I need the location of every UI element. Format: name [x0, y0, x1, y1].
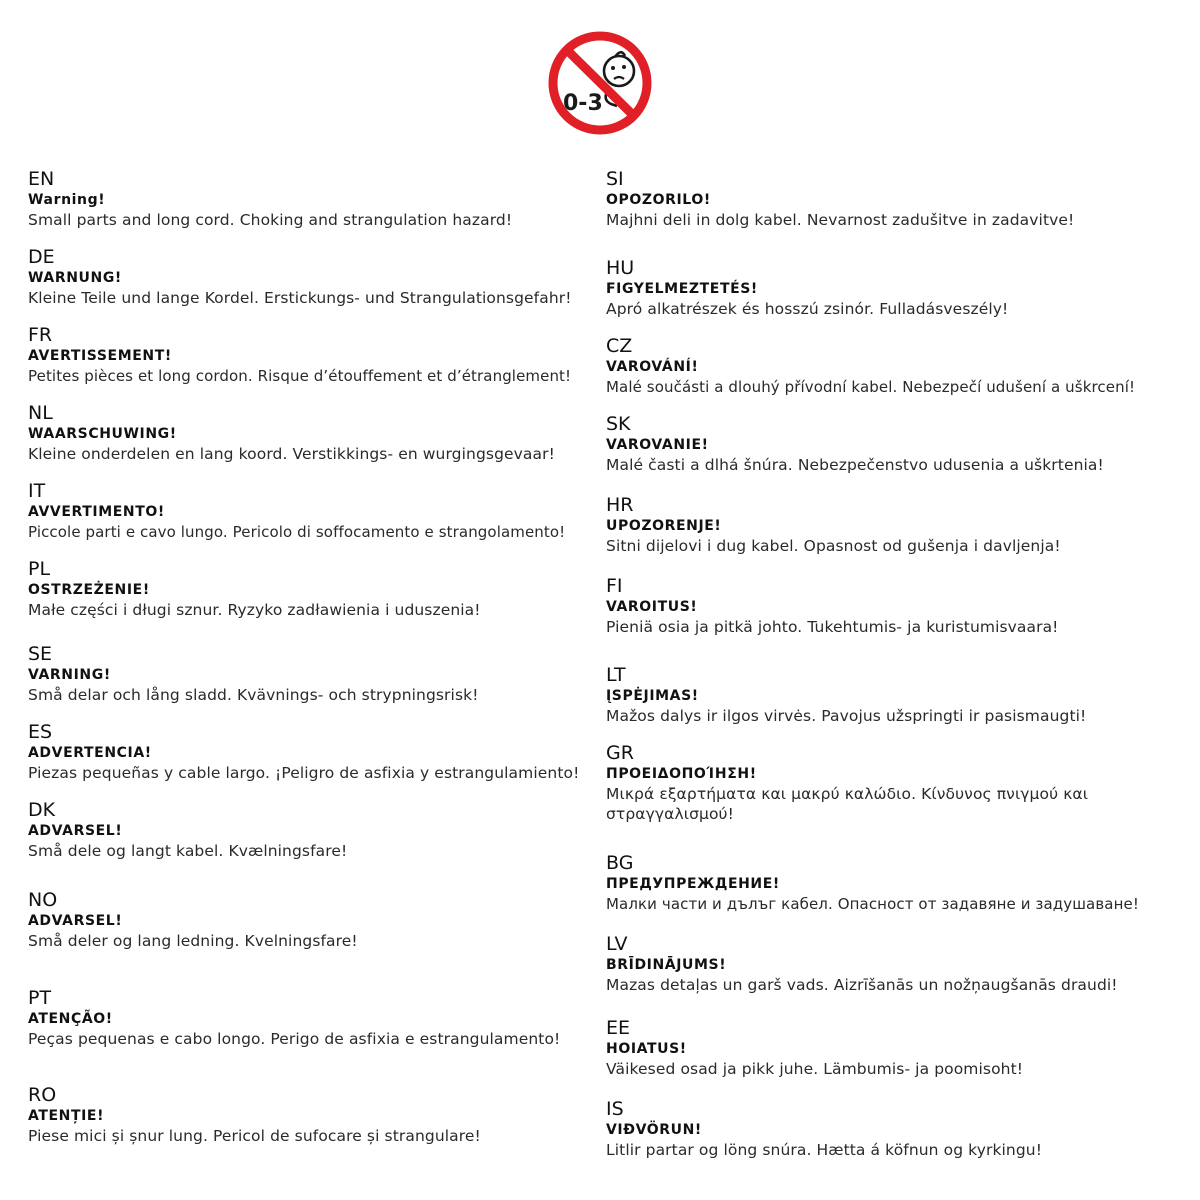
warning-text: Peças pequenas e cabo longo. Perigo de asfixia e estrangulamento! — [28, 1030, 561, 1048]
language-code: FI — [606, 575, 623, 597]
language-code: DE — [28, 246, 55, 268]
warning-heading: WAARSCHUWING! — [28, 426, 177, 442]
language-code: IS — [606, 1098, 624, 1120]
language-code: CZ — [606, 335, 633, 357]
warning-heading: ADVARSEL! — [28, 913, 123, 929]
warning-heading: FIGYELMEZTETÉS! — [606, 281, 758, 297]
warning-heading: VAROVANIE! — [606, 437, 709, 453]
warning-heading: WARNUNG! — [28, 270, 122, 286]
warning-heading: BRĪDINĀJUMS! — [606, 957, 727, 973]
warning-text: Piezas pequeñas y cable largo. ¡Peligro de asfixia y estrangulamiento! — [28, 764, 580, 782]
language-code: RO — [28, 1084, 57, 1106]
language-code: SK — [606, 413, 631, 435]
language-code: EE — [606, 1017, 631, 1039]
warning-text: Piese mici și șnur lung. Pericol de sufocare și strangulare! — [28, 1127, 481, 1145]
language-code: GR — [606, 742, 634, 764]
warning-block-bg — [606, 852, 1196, 914]
warning-text: Pieniä osia ja pitkä johto. Tukehtumis- ja kuristumisvaara! — [606, 618, 1059, 636]
no-baby-under-3-icon — [545, 30, 655, 136]
warning-text: Små deler og lang ledning. Kvelningsfare! — [28, 932, 358, 950]
language-code: ES — [28, 721, 53, 743]
warning-block-no — [28, 889, 618, 951]
warning-text: Petites pièces et long cordon. Risque d’étouffement et d’étranglement! — [28, 367, 572, 385]
warning-heading: ADVARSEL! — [28, 823, 123, 839]
warning-heading: VIÐVÖRUN! — [606, 1122, 702, 1138]
warning-text: Small parts and long cord. Choking and strangulation hazard! — [28, 211, 513, 229]
warning-heading: ATENȚIE! — [28, 1108, 105, 1124]
warning-text: Apró alkatrészek és hosszú zsinór. Fulladásveszély! — [606, 300, 1009, 318]
language-code: LV — [606, 933, 628, 955]
warning-text: Kleine Teile und lange Kordel. Erstickungs- und Strangulationsgefahr! — [28, 289, 572, 307]
warning-heading: Warning! — [28, 192, 106, 208]
warning-text: Piccole parti e cavo lungo. Pericolo di soffocamento e strangolamento! — [28, 523, 566, 541]
warning-text: Väikesed osad ja pikk juhe. Lämbumis- ja poomisoht! — [606, 1060, 1024, 1078]
warning-block-hr — [606, 494, 1196, 556]
warning-block-cz — [606, 335, 1196, 397]
language-code: HU — [606, 257, 635, 279]
language-code: PL — [28, 558, 51, 580]
warning-heading: OSTRZEŻENIE! — [28, 582, 150, 598]
language-code: NO — [28, 889, 58, 911]
language-code: HR — [606, 494, 634, 516]
warning-block-se — [28, 643, 618, 705]
warning-heading: ADVERTENCIA! — [28, 745, 152, 761]
warning-block-fr — [28, 324, 618, 386]
language-code: IT — [28, 480, 46, 502]
warning-block-sk — [606, 413, 1196, 475]
warning-heading: HOIATUS! — [606, 1041, 687, 1057]
warning-text: Kleine onderdelen en lang koord. Verstikkings- en wurgingsgevaar! — [28, 445, 555, 463]
warning-heading: ATENÇÃO! — [28, 1011, 113, 1027]
warning-block-pl — [28, 558, 618, 620]
warning-text: Malé časti a dlhá šnúra. Nebezpečenstvo udusenia a uškrtenia! — [606, 456, 1104, 474]
warning-block-hu — [606, 257, 1196, 319]
warning-block-lv — [606, 933, 1196, 995]
warning-heading: VAROITUS! — [606, 599, 698, 615]
language-code: NL — [28, 402, 53, 424]
warning-heading: VAROVÁNÍ! — [606, 359, 699, 375]
age-label: 0-3 — [563, 91, 603, 116]
warning-text: Mazas detaļas un garš vads. Aizrīšanās un nožņaugšanās draudi! — [606, 976, 1118, 994]
warning-text: Litlir partar og löng snúra. Hætta á köfnun og kyrkingu! — [606, 1141, 1043, 1159]
language-code: LT — [606, 664, 626, 686]
warning-block-is — [606, 1098, 1196, 1160]
warning-block-pt — [28, 987, 618, 1049]
warning-block-en — [28, 168, 618, 230]
language-code: FR — [28, 324, 53, 346]
warning-block-lt — [606, 664, 1196, 726]
language-code: BG — [606, 852, 634, 874]
warning-block-it — [28, 480, 618, 542]
warning-text: Малки части и дълъг кабел. Опасност от задавяне и задушаване! — [606, 895, 1139, 913]
warning-text: Małe części i długi sznur. Ryzyko zadławienia i uduszenia! — [28, 601, 481, 619]
warning-block-ro — [28, 1084, 618, 1146]
warning-text: Små dele og langt kabel. Kvælningsfare! — [28, 842, 348, 860]
warning-heading: VARNING! — [28, 667, 111, 683]
warning-block-ee — [606, 1017, 1196, 1079]
warning-text: Sitni dijelovi i dug kabel. Opasnost od gušenja i davljenja! — [606, 537, 1061, 555]
warning-text: Mažos dalys ir ilgos virvės. Pavojus užspringti ir pasismaugti! — [606, 707, 1087, 725]
warning-text: Majhni deli in dolg kabel. Nevarnost zadušitve in zadavitve! — [606, 211, 1075, 229]
language-code: EN — [28, 168, 55, 190]
warning-heading: UPOZORENJE! — [606, 518, 722, 534]
warning-block-si — [606, 168, 1196, 230]
warning-text: Små delar och lång sladd. Kvävnings- och strypningsrisk! — [28, 686, 479, 704]
warning-block-gr — [606, 742, 1196, 824]
warning-text: Malé součásti a dlouhý přívodní kabel. Nebezpečí udušení a uškrcení! — [606, 378, 1136, 396]
language-code: DK — [28, 799, 56, 821]
warning-heading: OPOZORILO! — [606, 192, 711, 208]
warning-heading: ПРЕДУПРЕЖДЕНИЕ! — [606, 876, 780, 892]
language-code: SI — [606, 168, 624, 190]
warning-heading: ΠΡΟΕΙΔΟΠΟΊΗΣΗ! — [606, 766, 757, 782]
warning-heading: AVVERTIMENTO! — [28, 504, 165, 520]
language-code: SE — [28, 643, 53, 665]
language-code: PT — [28, 987, 52, 1009]
warning-block-es — [28, 721, 618, 783]
warning-heading: ĮSPĖJIMAS! — [606, 688, 699, 704]
warning-block-nl — [28, 402, 618, 464]
warning-text: Μικρά εξαρτήματα και μακρύ καλώδιο. Κίνδυνος πνιγμού και στραγγαλισμού! — [606, 785, 1089, 823]
warning-heading: AVERTISSEMENT! — [28, 348, 172, 364]
warning-block-dk — [28, 799, 618, 861]
warning-block-fi — [606, 575, 1196, 637]
warning-block-de — [28, 246, 618, 308]
